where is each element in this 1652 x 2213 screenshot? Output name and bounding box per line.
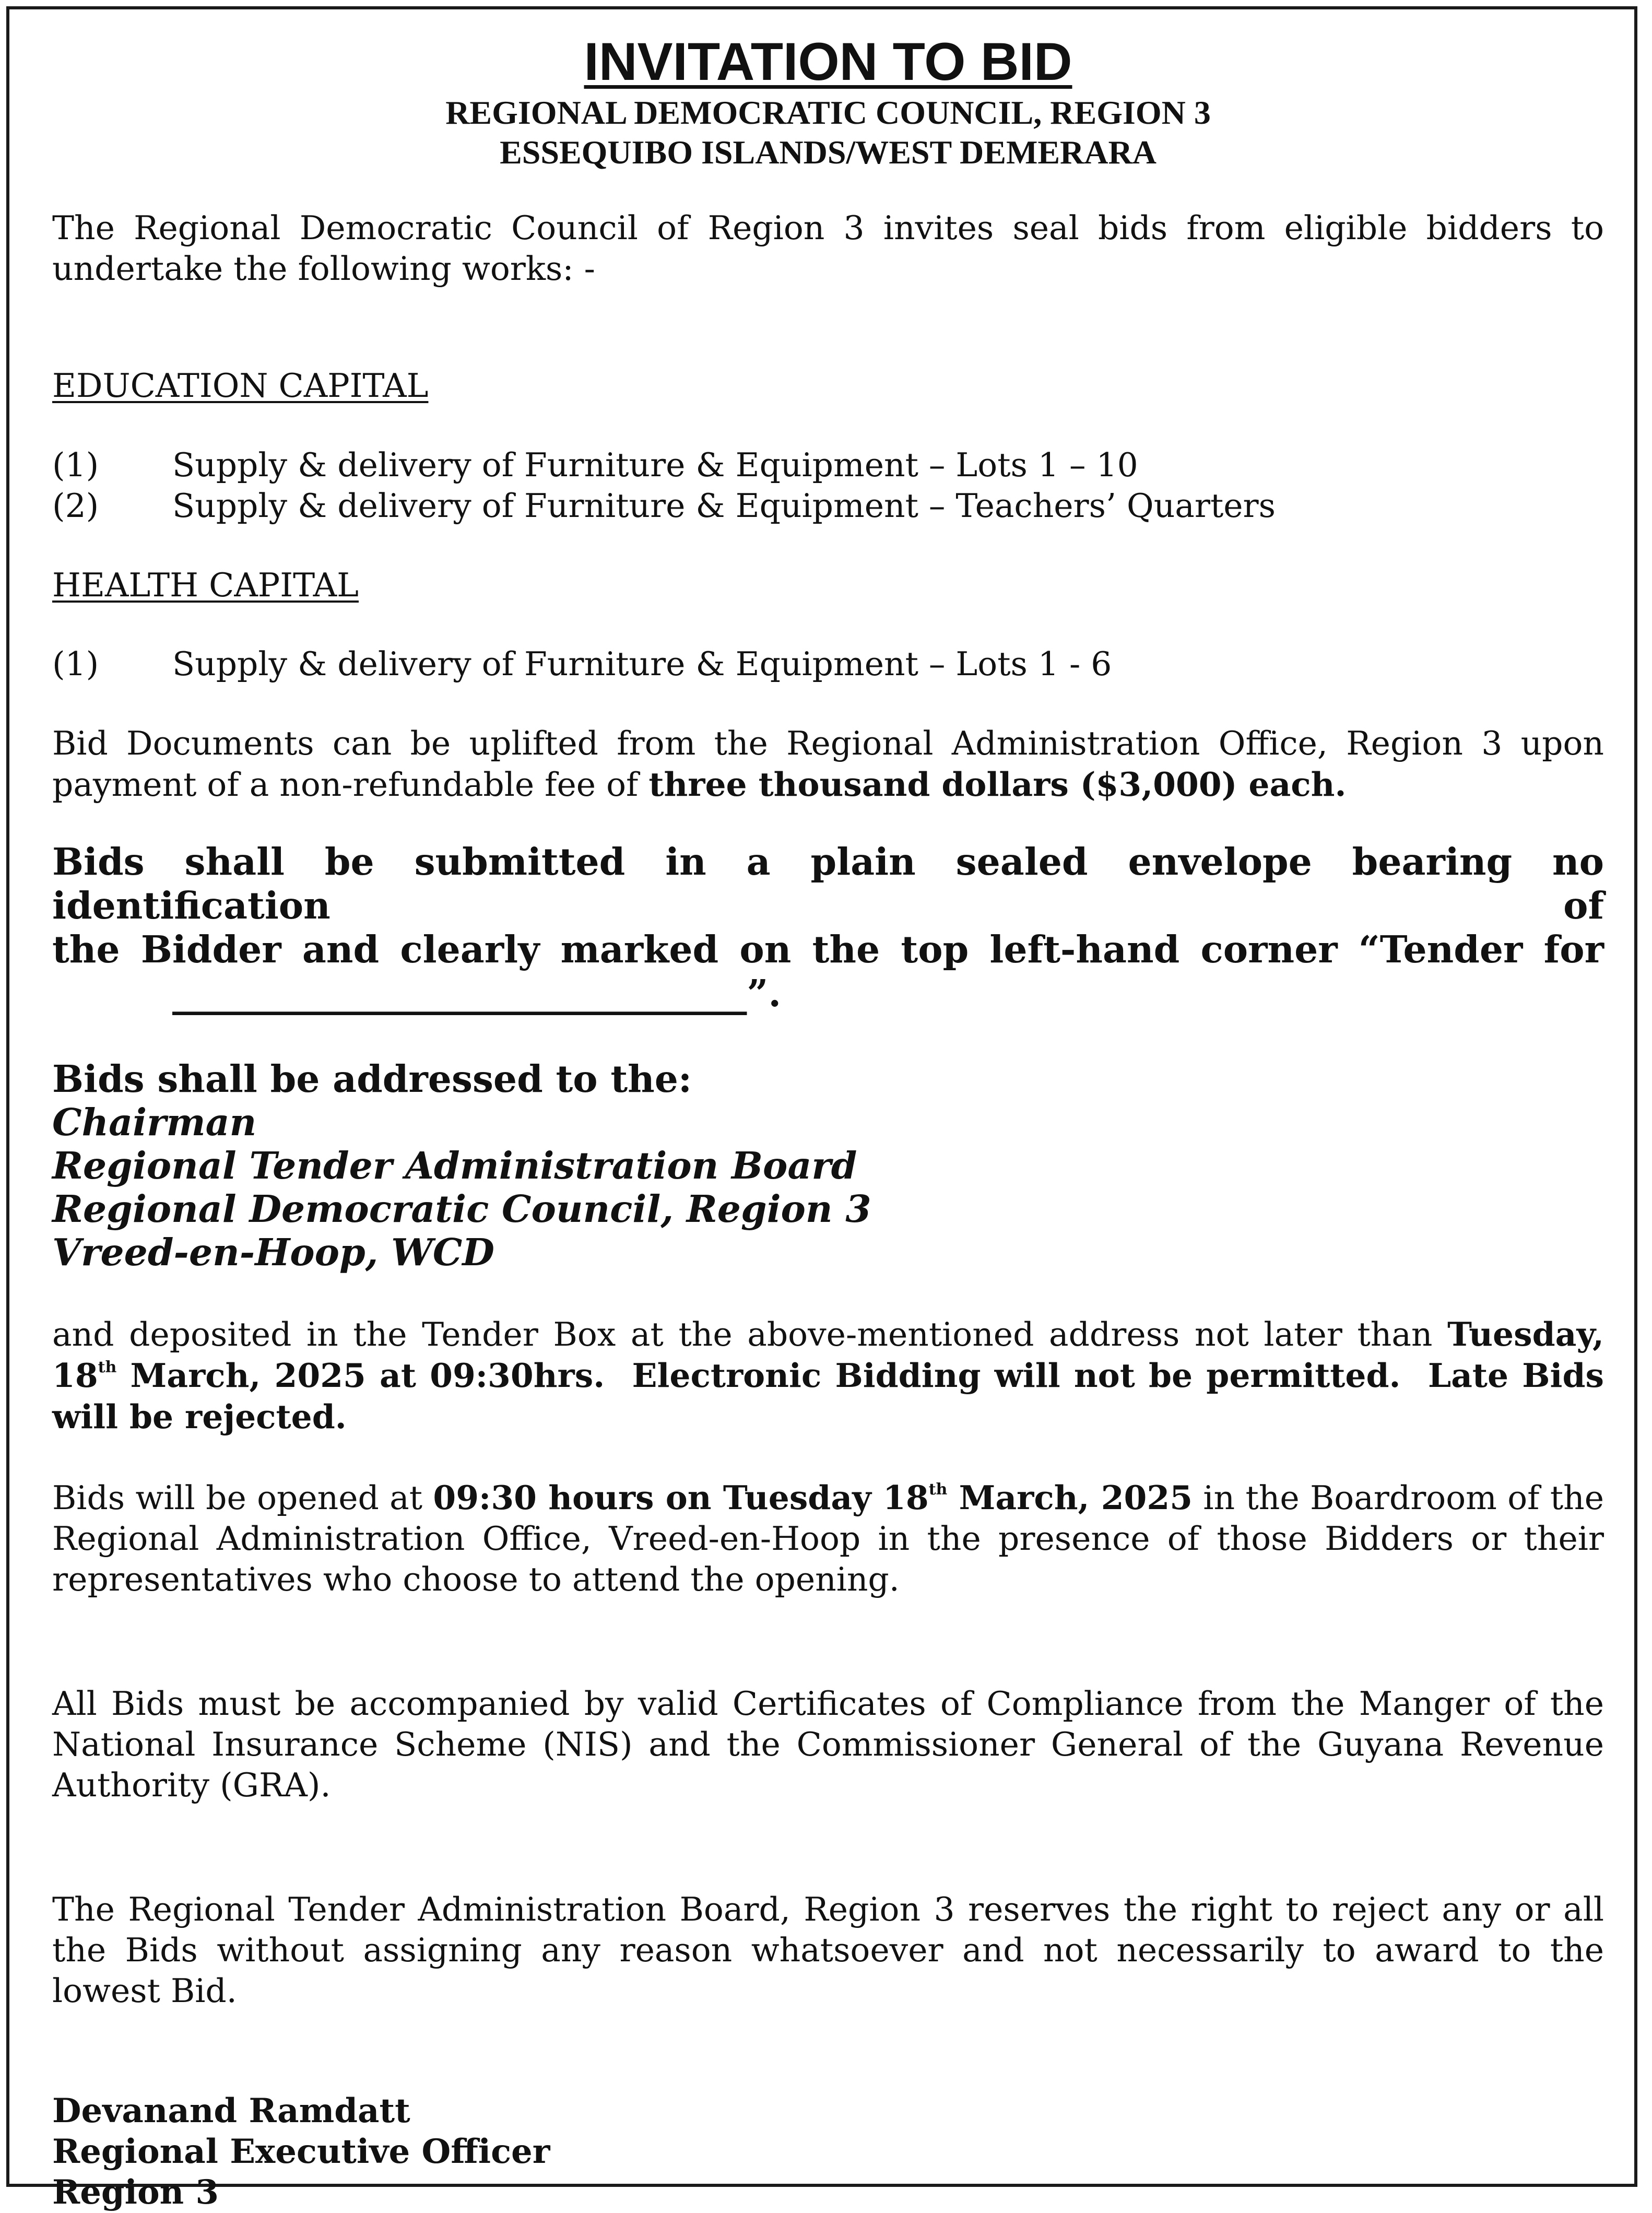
deposit-date: Tuesday, 18	[52, 1315, 1604, 1395]
opening-text-b: in the Boardroom of the Regional Administration Office, Vreed-en-Hoop in the presence of those Bidders or their representatives who choose to attend the opening.	[52, 1479, 1604, 1598]
documents-fee: three thousand dollars ($3,000) each.	[648, 765, 1347, 804]
deposit-date-suffix: th	[98, 1358, 117, 1376]
education-item	[52, 486, 1604, 526]
reserve-paragraph: The Regional Tender Administration Board, Region 3 reserves the right to reject any or all the Bids without assigning any reason whatsoever and not necessarily to award to the lowest Bid.	[52, 1890, 1604, 2010]
document-content	[52, 30, 1604, 2213]
deposit-text: and deposited in the Tender Box at the above-mentioned address not later than	[52, 1315, 1433, 1353]
documents-paragraph	[52, 723, 1604, 805]
health-item	[52, 644, 1604, 685]
electronic-notice: Electronic Bidding will not be permitted.	[632, 1356, 1401, 1395]
item-number: (1)	[52, 645, 99, 683]
signatory-position: Regional Executive Officer	[52, 2132, 550, 2171]
education-item	[52, 445, 1604, 486]
address-lead: Bids shall be addressed to the:	[52, 1057, 692, 1101]
compliance-paragraph: All Bids must be accompanied by valid Certificates of Compliance from the Manger of the National Insurance Scheme (NIS) and the Commissioner General of the Guyana Revenue Authority (GRA).	[52, 1685, 1604, 1804]
submission-line-c: _______________________________”.	[172, 971, 782, 1015]
opening-date-suffix: th	[928, 1480, 948, 1499]
opening-date-rest: March, 2025	[947, 1478, 1193, 1517]
subtitle-region: ESSEQUIBO ISLANDS/WEST DEMERARA	[500, 134, 1157, 171]
deposit-time: March, 2025 at 09:30hrs.	[116, 1356, 605, 1395]
item-text: Supply & delivery of Furniture & Equipment – Teachers’ Quarters	[172, 487, 1276, 525]
signatory-name: Devanand Ramdatt	[52, 2091, 410, 2130]
item-number: (2)	[52, 487, 99, 525]
late-notice: Late Bids will be rejected.	[52, 1356, 1604, 1436]
submission-line-b: the Bidder and clearly marked on the top left-hand corner “Tender for	[52, 927, 1604, 971]
deposit-paragraph	[52, 1314, 1604, 1438]
item-text: Supply & delivery of Furniture & Equipment – Lots 1 - 6	[172, 645, 1112, 683]
address-line: Chairman	[52, 1100, 257, 1144]
education-heading: EDUCATION CAPITAL	[52, 367, 429, 405]
address-line: Vreed-en-Hoop, WCD	[52, 1230, 494, 1274]
item-text: Supply & delivery of Furniture & Equipment – Lots 1 – 10	[172, 446, 1138, 484]
intro-paragraph: The Regional Democratic Council of Region 3 invites seal bids from eligible bidders to undertake the following works: -	[52, 209, 1604, 288]
page-title: INVITATION TO BID	[584, 32, 1072, 91]
opening-datetime: 09:30 hours on Tuesday 18	[433, 1478, 929, 1517]
subtitle-council: REGIONAL DEMOCRATIC COUNCIL, REGION 3	[445, 94, 1211, 131]
signatory-region: Region 3	[52, 2173, 219, 2212]
address-line: Regional Tender Administration Board	[52, 1144, 857, 1187]
opening-paragraph	[52, 1477, 1604, 1600]
documents-text: Bid Documents can be uplifted from the Regional Administration Office, Region 3 upon payment of a non-refundable fee of	[52, 724, 1604, 804]
health-heading: HEALTH CAPITAL	[52, 566, 359, 604]
submission-line-a: Bids shall be submitted in a plain sealed envelope bearing no identification of	[52, 840, 1604, 927]
document-frame	[6, 6, 1637, 2212]
opening-text-a: Bids will be opened at	[52, 1479, 423, 1517]
address-line: Regional Democratic Council, Region 3	[52, 1187, 871, 1231]
item-number: (1)	[52, 446, 99, 484]
